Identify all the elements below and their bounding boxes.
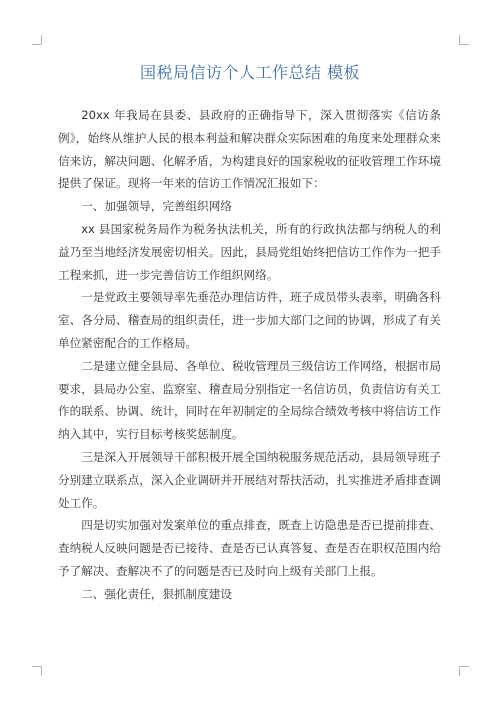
paragraph-intro: 20xx 年我局在县委、县政府的正确指导下，深入贯彻落实《信访条例》，始终从维护人民的根本利益和解决群众实际困难的角度来处理群众来信来访，解决问题、化解矛盾，为构建良好的国家税收的征收管理工作环境提供了保证。现将一年来的信访工作情况汇报如下：: [58, 108, 441, 191]
paragraph-point-3: 三是深入开展领导干部积极开展全国纳税服务规范活动，县局领导班子分别建立联系点，深入企业调研并开展结对帮扶活动，扎实推进矛盾排查调处工作。: [58, 449, 441, 510]
crop-mark-bottom-left: [32, 666, 42, 676]
paragraph-point-4: 四是切实加强对发案单位的重点排查，既查上访隐患是否已提前排查、查纳税人反映问题是否已接待、查是否已认真答复、查是否在职权范围内给予了解决、查解决不了的问题是否已及时向上级有关部门上报。: [58, 518, 441, 578]
section-heading-1: 一、加强领导，完善组织网络: [81, 199, 232, 214]
paragraph-point-1: 一是党政主要领导率先垂范办理信访件，班子成员带头表率，明确各科室、各分局、稽查局的组织责任，进一步加大部门之间的协调，形成了有关单位紧密配合的工作格局。: [58, 290, 441, 350]
crop-mark-bottom-right: [459, 666, 469, 676]
paragraph-overview: xx 县国家税务局作为税务执法机关，所有的行政执法都与纳税人的利益乃至当地经济发展密切相关。因此，县局党组始终把信访工作作为一把手工程来抓，进一步完善信访工作组织网络。: [58, 221, 441, 282]
crop-mark-top-right: [459, 35, 469, 45]
paragraph-point-2: 二是建立健全县局、各单位、税收管理员三级信访工作网络，根据市局要求，县局办公室、监察室、稽查局分别指定一名信访员，负责信访有关工作的联系、协调、统计，同时在年初制定的全局综合绩效考核中将信访工作纳入其中，实行目标考核奖惩制度。: [58, 358, 441, 442]
document-body: [58, 104, 441, 606]
section-heading-2: 二、强化责任，狠抓制度建设: [81, 586, 232, 601]
document-title: 国税局信访个人工作总结 模板: [139, 63, 361, 82]
crop-mark-top-left: [32, 35, 42, 45]
